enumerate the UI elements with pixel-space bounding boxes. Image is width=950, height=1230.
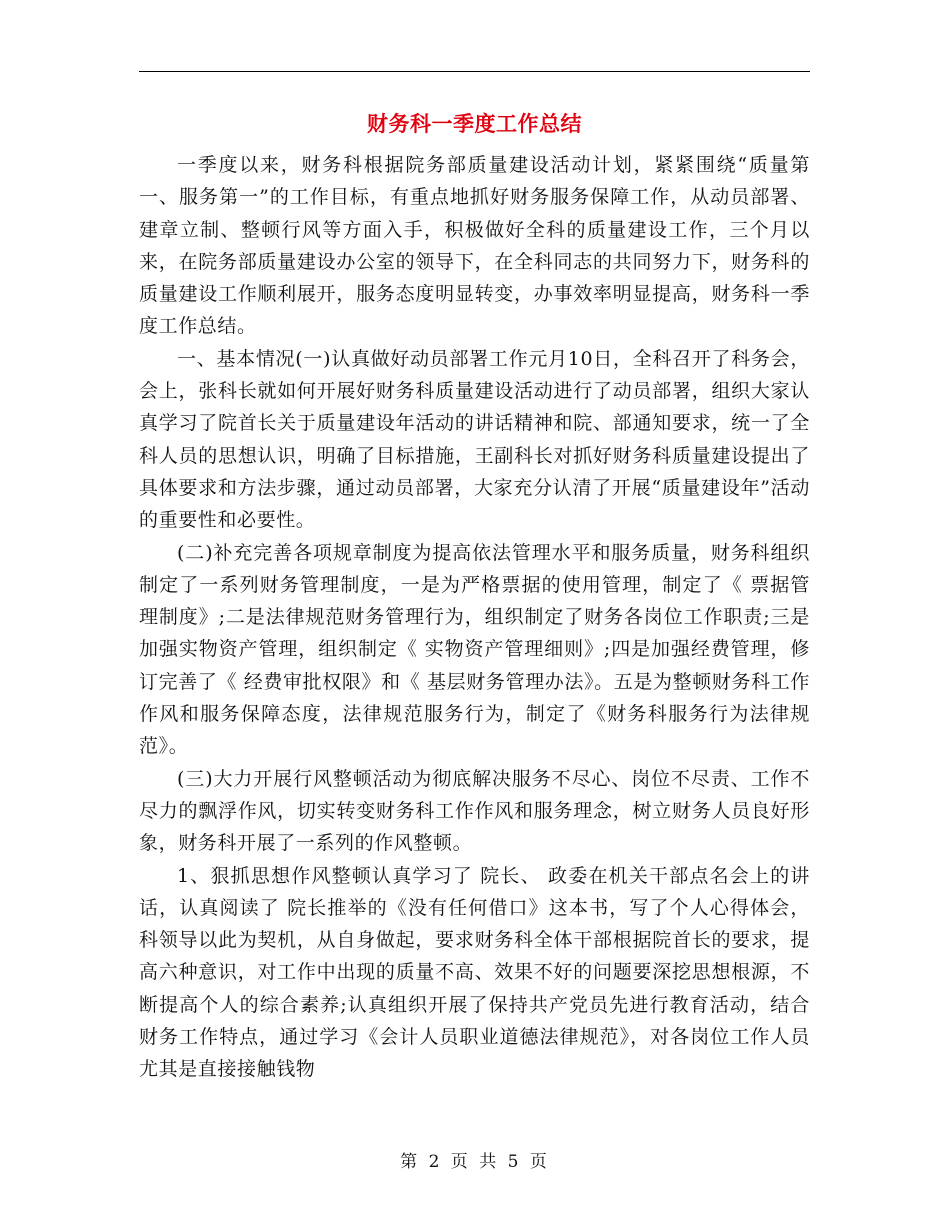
paragraph-intro: 一季度以来，财务科根据院务部质量建设活动计划，紧紧围绕“质量第一、服务第一”的工作目标，有重点地抓好财务服务保障工作，从动员部署、建章立制、整顿行风等方面入手，积极做好全科的质量建设工作，三个月以来，在院务部质量建设办公室的领导下，在全科同志的共同努力下，财务科的质量建设工作顺利展开，服务态度明显转变，办事效率明显提高，财务科一季度工作总结。 xyxy=(139,154,810,338)
page-number: 第 2 页 共 5 页 xyxy=(400,1152,550,1172)
document-title: 财务科一季度工作总结 xyxy=(367,111,582,136)
paragraph-rules: (二)补充完善各项规章制度为提高依法管理水平和服务质量，财务科组织制定了一系列财务管理制度，一是为严格票据的使用管理，制定了《 票据管理制度》;二是法律规范财务管理行为，组织制定了财务各岗位工作职责;三是加强实物资产管理，组织制定《 实物资产管理细则》;四是加强经费管理，修订完善了《 经费审批权限》和《 基层财务管理办法》。五是为整顿财务科工作作风和服务保障态度，法律规范服务行为，制定了《财务科服务行为法律规范》。 xyxy=(139,541,810,758)
paragraph-conduct: (三)大力开展行风整顿活动为彻底解决服务不尽心、岗位不尽责、工作不尽力的飘浮作风，切实转变财务科工作作风和服务理念，树立财务人员良好形象，财务科开展了一系列的作风整顿。 xyxy=(139,767,810,855)
paragraph-basic-situation: 一、基本情况(一)认真做好动员部署工作元月10日，全科召开了科务会，会上，张科长就如何开展好财务科质量建设活动进行了动员部署，组织大家认真学习了院首长关于质量建设年活动的讲话精神和院、部通知要求，统一了全科人员的思想认识，明确了目标措施，王副科长对抓好财务科质量建设提出了具体要求和方法步骤，通过动员部署，大家充分认清了开展“质量建设年”活动的重要性和必要性。 xyxy=(139,347,810,532)
paragraph-ideology: 1、狠抓思想作风整顿认真学习了 院长、 政委在机关干部点名会上的讲话，认真阅读了 院长推举的《没有任何借口》这本书，写了个人心得体会，科领导以此为契机，从自身做起，要求财务科全体干部根据院首长的要求，提高六种意识，对工作中出现的质量不高、效果不好的问题要深挖思想根源，不断提高个人的综合素养;认真组织开展了保持共产党员先进行教育活动，结合财务工作特点，通过学习《会计人员职业道德法律规范》，对各岗位工作人员尤其是直接接触钱物 xyxy=(139,864,810,1081)
document-body xyxy=(139,149,810,1086)
header-rule xyxy=(139,71,810,72)
